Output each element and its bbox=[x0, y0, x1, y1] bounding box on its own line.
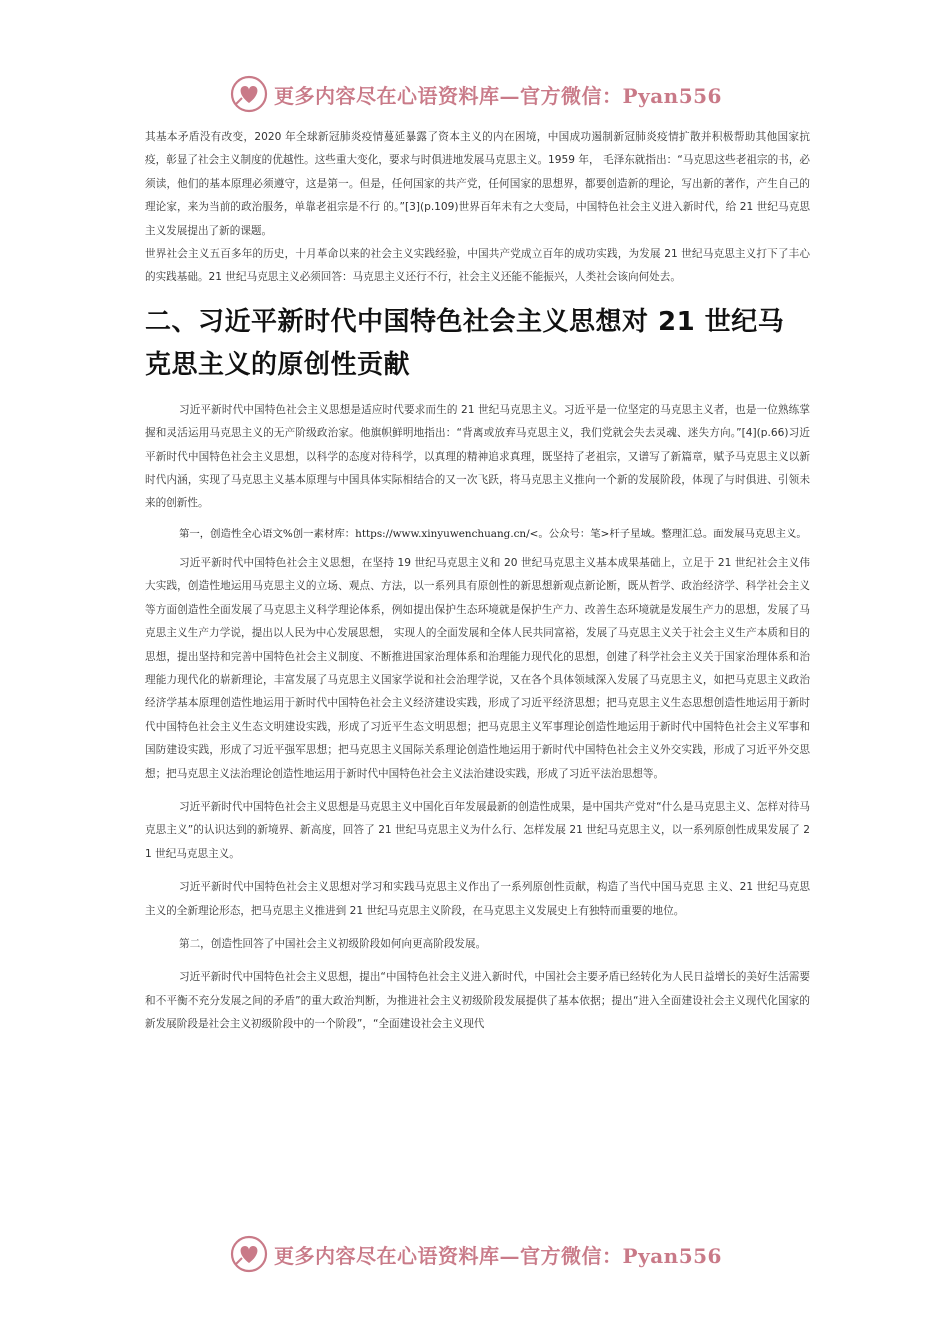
paragraph-3: 习近平新时代中国特色社会主义思想是适应时代要求而生的 21 世纪马克思主义。习近平是一位坚定的马克思主义者，也是一位熟练掌握和灵活运用马克思主义的无产阶级政治家。他旗帜鲜明地指出：“背离或放弃马克思主义，我们党就会失去灵魂、迷失方向。”[4](p.66)习近平新时代中国特色社会主义思想，以科学的态度对待科学，以真理的精神追求真理，既坚持了老祖宗，又谱写了新篇章，赋予马克思主义以新时代内涵，实现了马克思主义基本原理与中国具体实际相结合的又一次飞跃，将马克思主义推向一个新的发展阶段，体现了与时俱进、引领未来的创新性。 bbox=[145, 403, 810, 510]
section-heading: 二、习近平新时代中国特色社会主义思想对 21 世纪马克思主义的原创性贡献 bbox=[145, 306, 785, 380]
paragraph-7: 习近平新时代中国特色社会主义思想对学习和实践马克思主义作出了一系列原创性贡献，构造了当代中国马克思 主义、21 世纪马克思主义的全新理论形态，把马克思主义推进到 21 世纪马克思主义阶段，在马克思主义发展史上有独特而重要的地位。 bbox=[145, 881, 810, 917]
paragraph-2: 世界社会主义五百多年的历史，十月革命以来的社会主义实践经验，中国共产党成立百年的成功实践，为发展 21 世纪马克思主义打下了丰心的实践基础。21 世纪马克思主义必须回答：马克思主义还行不行，社会主义还能不能振兴，人类社会该向何处去。 bbox=[145, 248, 810, 284]
header-banner bbox=[0, 72, 950, 116]
banner-text: 更多内容尽在心语资料库—官方微信：Pyan556 bbox=[274, 83, 722, 108]
heart-logo-icon bbox=[228, 1233, 270, 1275]
document-body bbox=[145, 126, 810, 1037]
paragraph-1: 其基本矛盾没有改变，2020 年全球新冠肺炎疫情蔓延暴露了资本主义的内在困境，中国成功遏制新冠肺炎疫情扩散并积极帮助其他国家抗疫，彰显了社会主义制度的优越性。这些重大变化，要求与时俱进地发展马克思主义。1959 年， 毛泽东就指出：“马克思这些老祖宗的书，必须读，他们的基本原理必须遵守，这是第一。但是，任何国家的共产党，任何国家的思想界，都要创造新的理论，写出新的著作，产生自己的理论家，来为当前的政治服务，单靠老祖宗是不行 的。”[3](p.109)世界百年未有之大变局，中国特色社会主义进入新时代，给 21 世纪马克思主义发展提出了新的课题。 bbox=[145, 131, 810, 237]
footer-banner bbox=[0, 1232, 950, 1276]
banner-text: 更多内容尽在心语资料库—官方微信：Pyan556 bbox=[274, 1243, 722, 1268]
paragraph-4: 第一，创造性全心语文%创一素材库：https://www.xinyuwenchuang.cn/<。公众号：笔>杆子星域。整理汇总。面发展马克思主义。 bbox=[179, 527, 807, 540]
paragraph-6: 习近平新时代中国特色社会主义思想是马克思主义中国化百年发展最新的创造性成果，是中国共产党对“什么是马克思主义、怎样对待马克思主义”的认识达到的新境界、新高度，回答了 21 世纪马克思主义为什么行、怎样发展 21 世纪马克思主义，以一系列原创性成果发展了 21 世纪马克思主义。 bbox=[145, 800, 810, 860]
paragraph-8: 第二，创造性回答了中国社会主义初级阶段如何向更高阶段发展。 bbox=[179, 937, 487, 950]
paragraph-9: 习近平新时代中国特色社会主义思想，提出“中国特色社会主义进入新时代，中国社会主要矛盾已经转化为人民日益增长的美好生活需要和不平衡不充分发展之间的矛盾”的重大政治判断，为推进社会主义初级阶段发展提供了基本依据；提出“进入全面建设社会主义现代化国家的新发展阶段是社会主义初级阶段中的一个阶段”，“全面建设社会主义现代 bbox=[145, 971, 810, 1031]
paragraph-5: 习近平新时代中国特色社会主义思想，在坚持 19 世纪马克思主义和 20 世纪马克思主义基本成果基础上，立足于 21 世纪社会主义伟大实践，创造性地运用马克思主义的立场、观点、方法，以一系列具有原创性的新思想新观点新论断，既从哲学、政治经济学、科学社会主义等方面创造性全面发展了马克思主义科学理论体系，例如提出保护生态环境就是保护生产力、改善生态环境就是发展生产力的思想，发展了马克思主义生产力学说，提出以人民为中心发展思想， 实现人的全面发展和全体人民共同富裕，发展了马克思主义关于社会主义生产本质和目的思想，提出坚持和完善中国特色社会主义制度、不断推进国家治理体系和治理能力现代化的思想，创建了科学社会主义关于国家治理体系和治理能力现代化的崭新理论，丰富发展了马克思主义国家学说和社会治理学说，又在各个具体领域深入发展了马克思主义，如把马克思主义政治经济学基本原理创造性地运用于新时代中国特色社会主义经济建设实践，形成了习近平经济思想；把马克思主义生态思想创造性地运用于新时代中国特色社会主义生态文明建设实践，形成了习近平生态文明思想；把马克思主义军事理论创造性地运用于新时代中国特色社会主义军事和国防建设实践，形成了习近平强军思想；把马克思主义国际关系理论创造性地运用于新时代中国特色社会主义外交实践，形成了习近平外交思想；把马克思主义法治理论创造性地运用于新时代中国特色社会主义法治建设实践，形成了习近平法治思想等。 bbox=[145, 556, 810, 780]
heart-logo-icon bbox=[228, 73, 270, 115]
